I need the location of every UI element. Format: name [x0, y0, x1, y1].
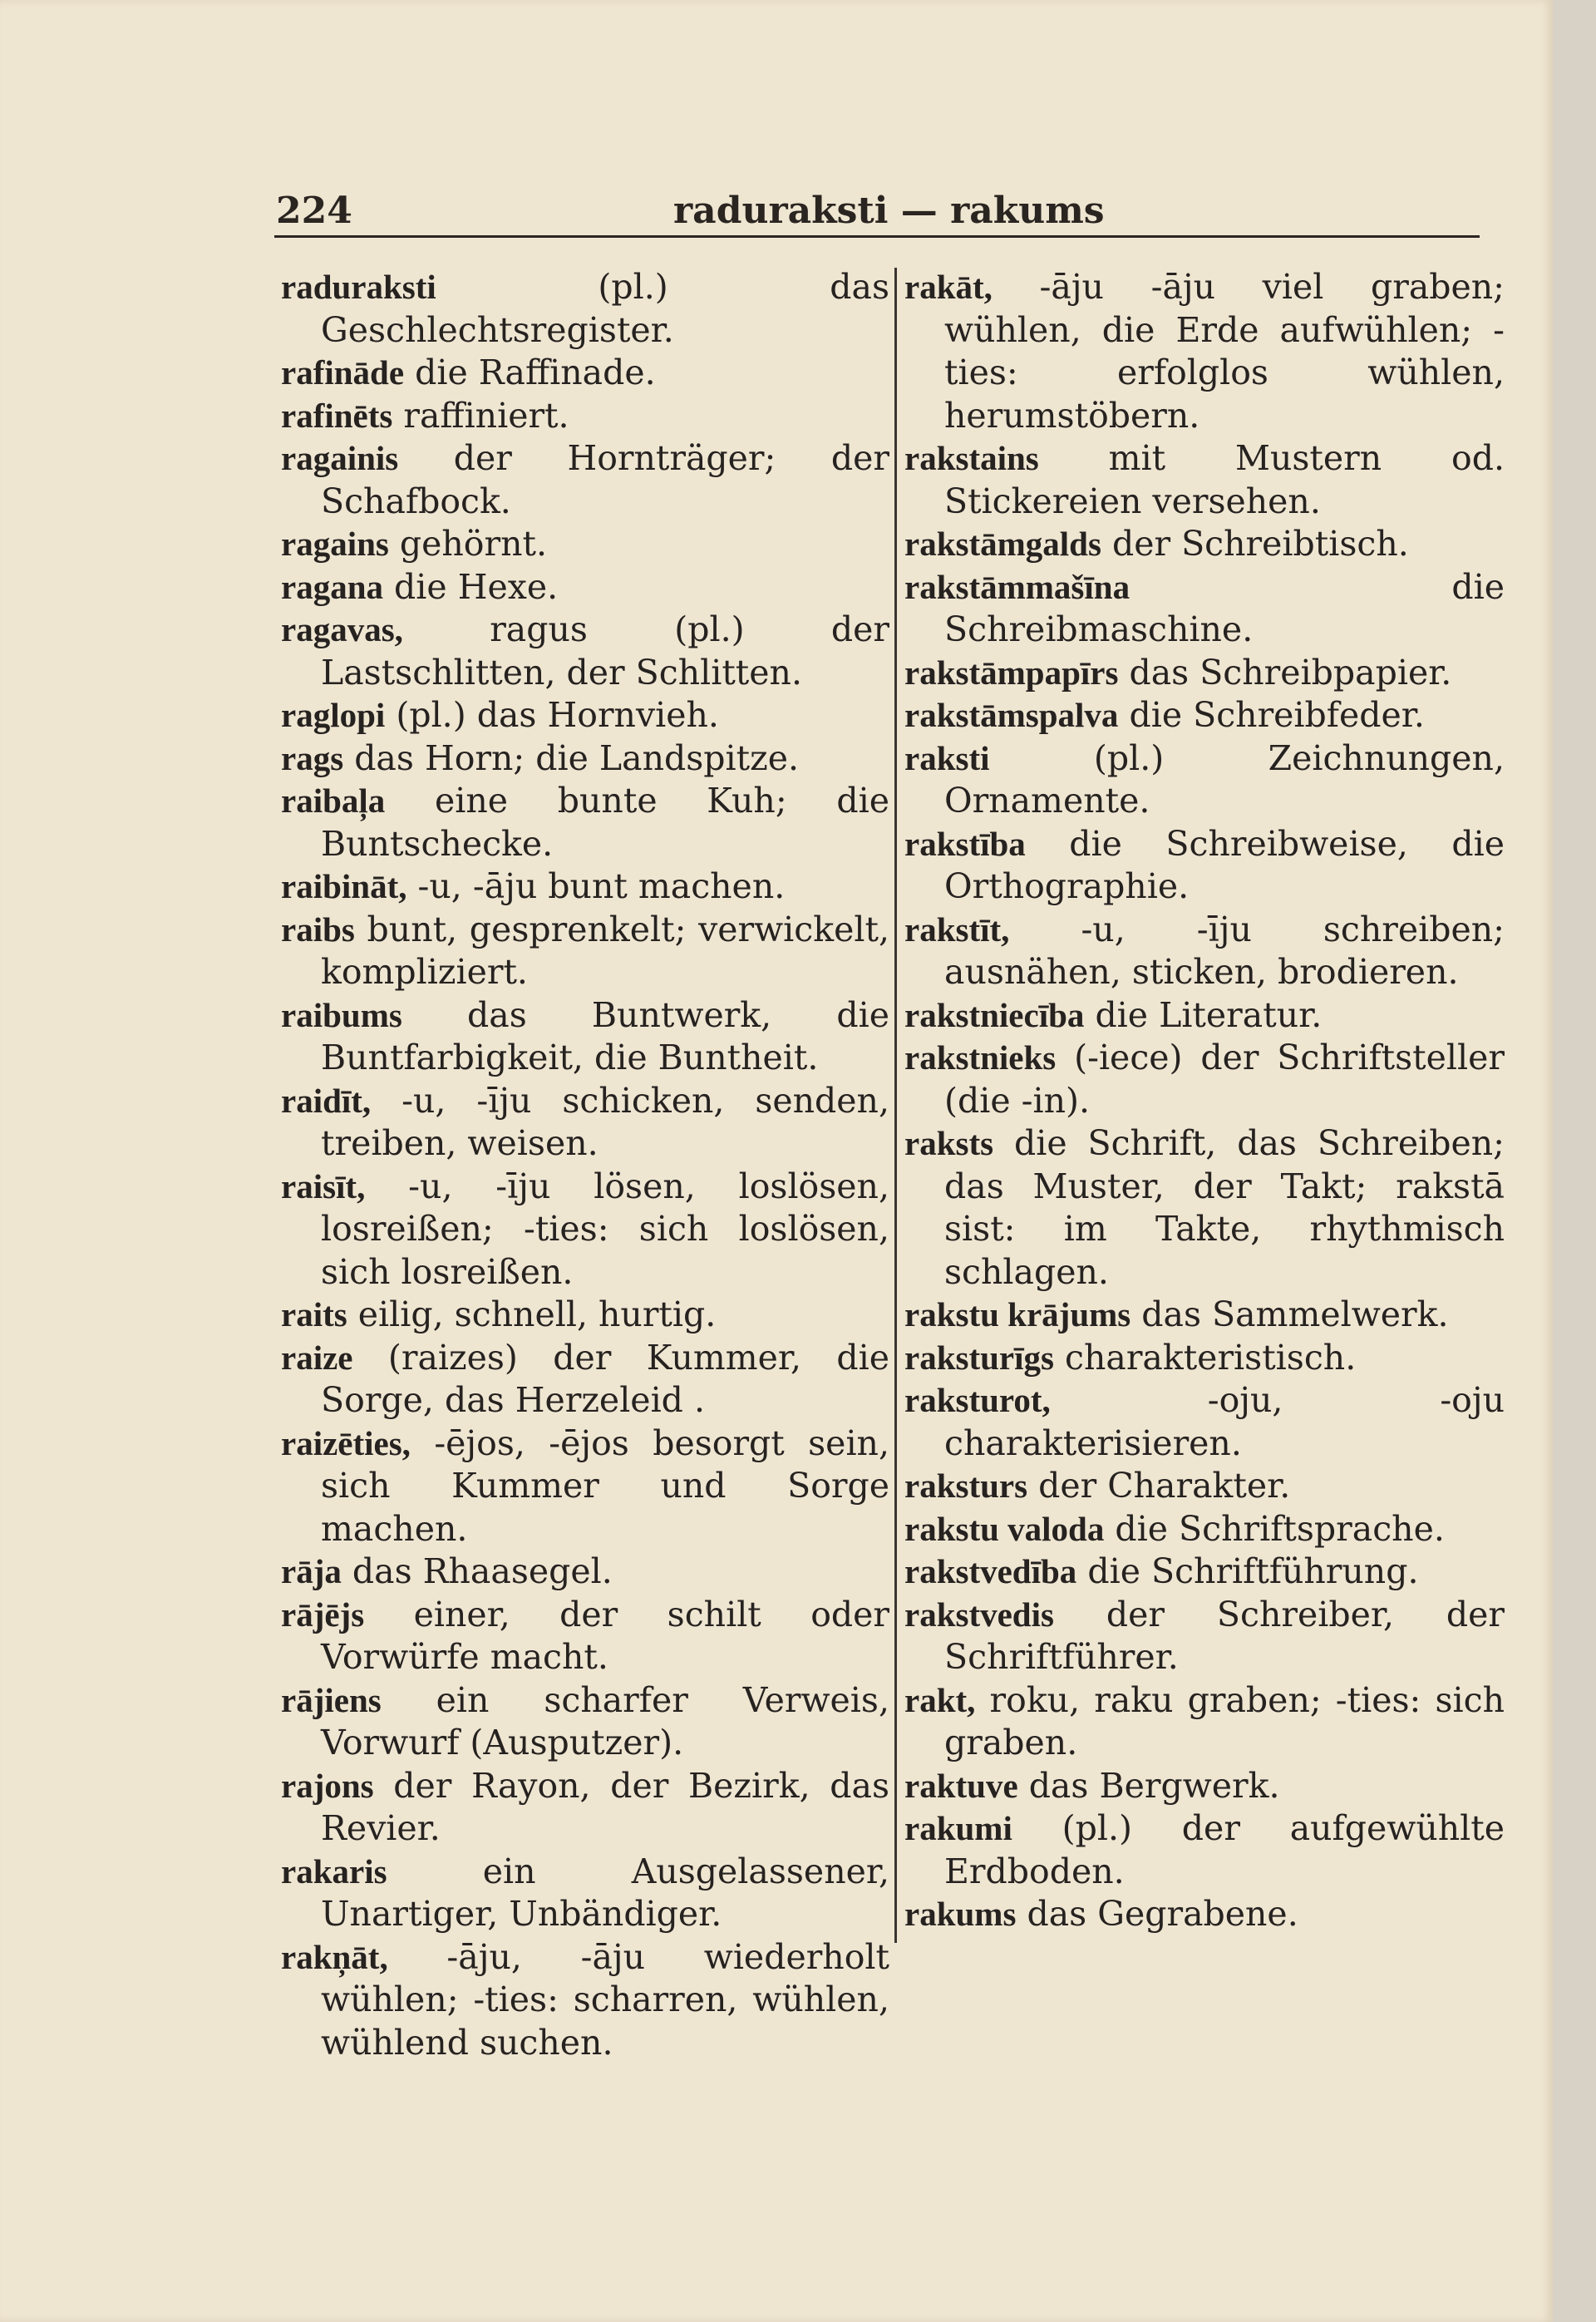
- entry-definition: (pl.) Zeichnungen, Ornamente.: [944, 737, 1505, 821]
- page-number: 224: [276, 190, 352, 232]
- entry-headword: rakstība: [904, 824, 1026, 863]
- header-rule: [274, 235, 1480, 238]
- entry-headword: raksts: [904, 1124, 994, 1162]
- entry-definition: -u, -īju lösen, loslösen, losreißen; -ties: sich loslösen, sich losreißen.: [321, 1166, 889, 1292]
- dictionary-entry: [281, 395, 889, 438]
- dictionary-entry: [281, 1851, 889, 1936]
- dictionary-entry: [904, 909, 1505, 994]
- entry-definition: -u, -āju bunt machen.: [406, 866, 786, 906]
- dictionary-entry: [281, 1422, 889, 1551]
- entry-headword: raksturot,: [904, 1381, 1051, 1419]
- dictionary-entry: [281, 694, 889, 737]
- entry-headword: rājiens: [281, 1680, 382, 1719]
- entry-definition: das Rhaasegel.: [341, 1551, 613, 1591]
- entry-definition: (-iece) der Schriftsteller (die -in).: [944, 1038, 1505, 1121]
- dictionary-entry: [904, 652, 1505, 695]
- entry-headword: ragainis: [281, 439, 399, 477]
- dictionary-entry: [904, 1807, 1505, 1893]
- dictionary-entry: [281, 1594, 889, 1679]
- dictionary-entry: [904, 1337, 1505, 1380]
- dictionary-entry: [904, 1893, 1505, 1936]
- dictionary-entry: [904, 823, 1505, 909]
- right-column: [904, 266, 1505, 1936]
- entry-headword: rakstīt,: [904, 910, 1010, 949]
- entry-definition: (raizes) der Kummer, die Sorge, das Herzeleid .: [321, 1337, 889, 1420]
- dictionary-entry: [904, 1122, 1505, 1294]
- entry-definition: gehörnt.: [388, 524, 548, 564]
- dictionary-entry: [281, 780, 889, 865]
- dictionary-entry: [281, 1936, 889, 2065]
- dictionary-entry: [281, 865, 889, 909]
- entry-definition: -u, -īju schreiben; ausnähen, sticken, brodieren.: [944, 909, 1505, 992]
- entry-definition: (pl.) das Geschlechtsregister.: [321, 267, 889, 350]
- dictionary-entry: [281, 566, 889, 609]
- entry-headword: rakaris: [281, 1851, 387, 1891]
- entry-headword: rakstniecība: [904, 995, 1085, 1034]
- left-column: [281, 266, 889, 2064]
- entry-headword: raktuve: [904, 1766, 1018, 1805]
- entry-definition: (pl.) der aufgewühlte Erdboden.: [944, 1808, 1505, 1891]
- dictionary-entry: [904, 266, 1505, 437]
- entry-headword: rakstāmpapīrs: [904, 653, 1119, 692]
- entry-headword: rakstāmspalva: [904, 696, 1119, 734]
- dictionary-entry: [281, 737, 889, 781]
- entry-definition: die Schriftführung.: [1076, 1551, 1419, 1591]
- entry-definition: das Gegrabene.: [1016, 1894, 1298, 1934]
- entry-headword: ragana: [281, 567, 383, 606]
- entry-headword: rakņāt,: [281, 1937, 388, 1976]
- entry-definition: bunt, gesprenkelt; verwickelt, kompliziert.: [321, 909, 889, 992]
- entry-headword: rafinēts: [281, 396, 393, 435]
- entry-definition: die Schreibmaschine.: [944, 566, 1505, 649]
- entry-headword: rakumi: [904, 1809, 1012, 1847]
- entry-definition: charakteristisch.: [1053, 1337, 1357, 1378]
- dictionary-entry: [281, 266, 889, 352]
- dictionary-entry: [904, 523, 1505, 566]
- dictionary-entry: [281, 609, 889, 694]
- entry-headword: rajons: [281, 1766, 374, 1805]
- entry-headword: raglopi: [281, 696, 386, 734]
- entry-definition: -oju, -oju charakterisieren.: [944, 1380, 1505, 1463]
- entry-definition: die Schriftsprache.: [1104, 1508, 1445, 1549]
- dictionary-entry: [904, 1550, 1505, 1594]
- entry-headword: raksti: [904, 738, 990, 777]
- entry-definition: der Rayon, der Bezirk, das Revier.: [321, 1765, 889, 1848]
- entry-headword: rakt,: [904, 1680, 976, 1719]
- entry-headword: raize: [281, 1338, 353, 1377]
- entry-headword: rags: [281, 738, 344, 777]
- dictionary-entry: [281, 1337, 889, 1422]
- entry-definition: roku, raku graben; -ties: sich graben.: [944, 1679, 1505, 1762]
- dictionary-entry: [904, 1679, 1505, 1765]
- entry-headword: raduraksti: [281, 268, 436, 306]
- dictionary-entry: [904, 1294, 1505, 1337]
- entry-headword: raizēties,: [281, 1423, 411, 1462]
- dictionary-entry: [904, 737, 1505, 823]
- entry-headword: raibināt,: [281, 867, 407, 905]
- entry-definition: die Literatur.: [1084, 994, 1323, 1035]
- column-divider: [894, 268, 897, 1943]
- entry-definition: -āju -āju viel graben; wühlen, die Erde aufwühlen; -ties: erfolglos wühlen, herumstöbern.: [944, 267, 1505, 436]
- entry-headword: rakstvedis: [904, 1595, 1054, 1634]
- entry-definition: der Charakter.: [1027, 1466, 1291, 1506]
- entry-headword: rakstvedība: [904, 1552, 1077, 1590]
- entry-definition: die Raffinade.: [404, 352, 656, 392]
- entry-definition: -ējos, -ējos besorgt sein, sich Kummer und Sorge machen.: [321, 1422, 889, 1549]
- dictionary-entry: [281, 1550, 889, 1594]
- dictionary-entry: [904, 566, 1505, 652]
- entry-headword: rājējs: [281, 1595, 365, 1634]
- entry-headword: raibs: [281, 910, 355, 949]
- entry-definition: der Schreiber, der Schriftführer.: [944, 1594, 1505, 1677]
- entry-headword: rakstāmgalds: [904, 525, 1101, 563]
- dictionary-entry: [281, 523, 889, 566]
- dictionary-entry: [904, 1594, 1505, 1679]
- entry-headword: raibums: [281, 995, 402, 1034]
- page-edge: [1553, 0, 1596, 2322]
- dictionary-entry: [904, 1465, 1505, 1508]
- entry-headword: rakstu krājums: [904, 1295, 1131, 1334]
- entry-headword: rakstnieks: [904, 1038, 1057, 1077]
- dictionary-entry: [281, 352, 889, 395]
- running-head: raduraksti — rakums: [673, 190, 1105, 232]
- entry-headword: ragains: [281, 525, 389, 563]
- dictionary-entry: [281, 437, 889, 523]
- dictionary-entry: [904, 1037, 1505, 1122]
- dictionary-entry: [904, 437, 1505, 523]
- entry-headword: raisīt,: [281, 1166, 366, 1205]
- entry-definition: das Bergwerk.: [1017, 1765, 1280, 1806]
- entry-definition: die Schreibfeder.: [1118, 695, 1425, 735]
- dictionary-entry: [904, 1379, 1505, 1465]
- entry-definition: das Horn; die Landspitze.: [343, 737, 799, 778]
- entry-definition: einer, der schilt oder Vorwürfe macht.: [321, 1594, 889, 1677]
- entry-definition: der Schreibtisch.: [1101, 524, 1409, 564]
- entry-headword: raibaļa: [281, 781, 386, 820]
- entry-definition: eilig, schnell, hurtig.: [347, 1294, 717, 1334]
- dictionary-entry: [281, 1166, 889, 1294]
- entry-definition: ragus (pl.) der Lastschlitten, der Schlitten.: [321, 609, 889, 693]
- dictionary-entry: [281, 909, 889, 994]
- entry-definition: -u, -īju schicken, senden, treiben, weisen.: [321, 1080, 889, 1163]
- entry-headword: rafināde: [281, 353, 405, 392]
- entry-headword: ragavas,: [281, 610, 403, 648]
- entry-headword: rakstu valoda: [904, 1509, 1105, 1548]
- entry-definition: die Schrift, das Schreiben; das Muster, der Takt; rakstā sist: im Takte, rhythmisch schlagen.: [944, 1123, 1505, 1292]
- entry-definition: mit Mustern od. Stickereien versehen.: [944, 438, 1505, 521]
- dictionary-entry: [904, 1508, 1505, 1551]
- entry-definition: das Buntwerk, die Buntfarbigkeit, die Buntheit.: [321, 994, 889, 1077]
- entry-headword: raksturs: [904, 1467, 1028, 1505]
- dictionary-entry: [904, 694, 1505, 737]
- entry-headword: rakums: [904, 1895, 1017, 1933]
- entry-headword: raksturīgs: [904, 1338, 1054, 1377]
- entry-headword: raidīt,: [281, 1081, 372, 1120]
- entry-definition: ein Ausgelassener, Unartiger, Unbändiger.: [321, 1851, 889, 1934]
- entry-definition: -āju, -āju wiederholt wühlen; -ties: scharren, wühlen, wühlend suchen.: [321, 1936, 889, 2063]
- entry-headword: rakāt,: [904, 268, 993, 306]
- entry-definition: das Schreibpapier.: [1118, 652, 1452, 693]
- entry-definition: das Sammelwerk.: [1130, 1294, 1449, 1334]
- entry-definition: eine bunte Kuh; die Buntschecke.: [321, 781, 889, 864]
- entry-definition: raffiniert.: [392, 395, 569, 436]
- entry-definition: der Hornträger; der Schafbock.: [321, 438, 889, 521]
- entry-definition: die Hexe.: [383, 566, 559, 607]
- dictionary-entry: [281, 1080, 889, 1166]
- dictionary-entry: [281, 1679, 889, 1765]
- dictionary-entry: [904, 1765, 1505, 1808]
- dictionary-entry: [281, 994, 889, 1080]
- dictionary-entry: [281, 1765, 889, 1851]
- entry-headword: rakstains: [904, 439, 1039, 477]
- entry-definition: die Schreibweise, die Orthographie.: [944, 823, 1505, 906]
- entry-headword: rakstāmmašīna: [904, 567, 1130, 606]
- entry-definition: ein scharfer Verweis, Vorwurf (Ausputzer).: [321, 1679, 889, 1762]
- entry-definition: (pl.) das Hornvieh.: [385, 695, 719, 735]
- dictionary-entry: [904, 994, 1505, 1038]
- entry-headword: rāja: [281, 1552, 342, 1590]
- entry-headword: raits: [281, 1295, 347, 1334]
- dictionary-entry: [281, 1294, 889, 1337]
